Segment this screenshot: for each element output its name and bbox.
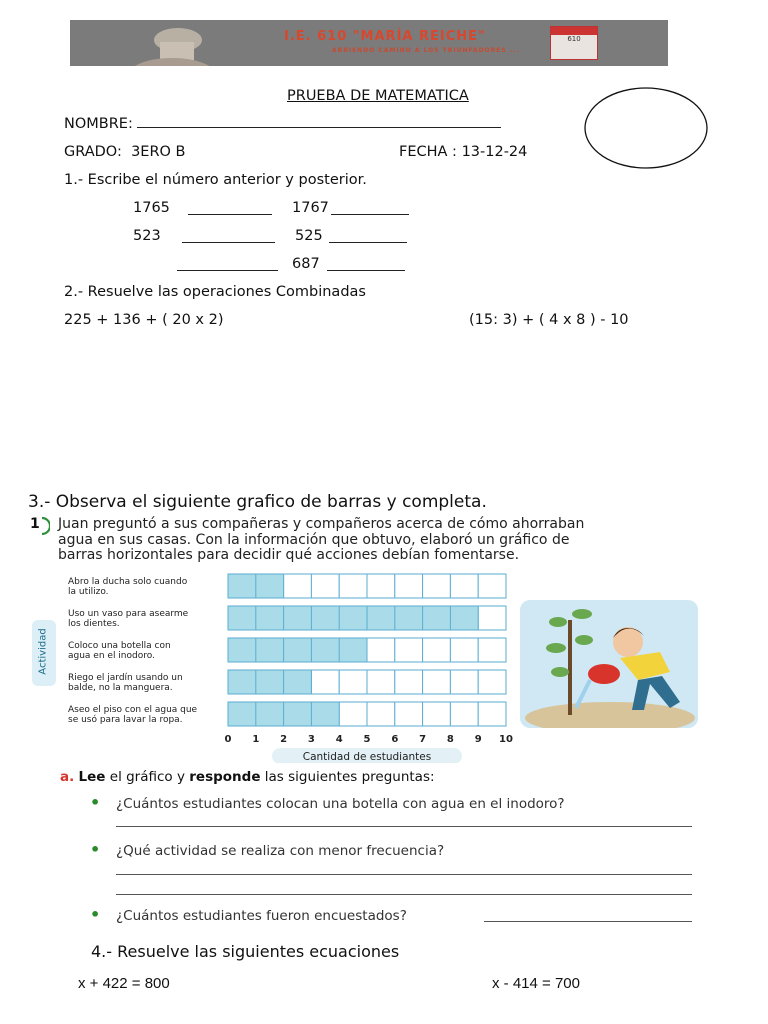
x-tick-label: 1 (252, 734, 260, 745)
x-tick-label: 4 (335, 734, 343, 745)
grid-cell (423, 670, 451, 694)
grid-cell (478, 638, 506, 662)
grid-cell (450, 670, 478, 694)
q4-prompt: 4.- Resuelve las siguientes ecuaciones (91, 942, 400, 961)
grid-cell (395, 574, 423, 598)
q1-row-1-a: 1765 (133, 200, 170, 216)
q1-row-3-b: 687 (292, 256, 320, 272)
q1-row-2-blank-before[interactable] (182, 231, 275, 243)
answer-line-1[interactable] (116, 826, 692, 827)
grid-cell (367, 702, 395, 726)
x-tick-label: 2 (280, 734, 288, 745)
category-label-2: Uso un vaso para asearme (68, 609, 189, 619)
bar-4 (228, 670, 311, 694)
boy-watering-plant-illustration (520, 600, 698, 728)
grade-value: 3ERO B (131, 144, 186, 160)
x-tick-label: 7 (419, 734, 427, 745)
founder-portrait-icon (118, 24, 228, 66)
q1-row-2-b: 525 (295, 228, 323, 244)
category-label-4: Riego el jardín usando un (68, 673, 183, 683)
grid-cell (311, 670, 339, 694)
name-blank[interactable] (137, 116, 501, 128)
grid-cell (395, 670, 423, 694)
sub-question-a-letter: a. (60, 769, 75, 785)
grid-cell (423, 574, 451, 598)
q2-prompt: 2.- Resuelve las operaciones Combinadas (64, 284, 366, 300)
question-3: ¿Cuántos estudiantes fueron encuestados? (116, 908, 407, 924)
bar-chart (60, 568, 520, 763)
category-label-3: agua en el inodoro. (68, 651, 155, 661)
question-2: ¿Qué actividad se realiza con menor frecuencia? (116, 843, 445, 859)
page-title: PRUEBA DE MATEMATICA (287, 88, 469, 104)
x-tick-label: 8 (446, 734, 454, 745)
category-label-1: Abro la ducha solo cuando (68, 577, 188, 587)
answer-line-2a[interactable] (116, 874, 692, 875)
q1-row-3-blank-before[interactable] (177, 259, 278, 271)
grid-cell (339, 702, 367, 726)
side-tab-label: Actividad (37, 628, 49, 675)
category-label-3: Coloco una botella con (68, 641, 171, 651)
banner-title: I.E. 610 "MARÍA REICHE" (284, 29, 486, 44)
x-tick-label: 3 (307, 734, 315, 745)
grid-cell (311, 574, 339, 598)
q1-row-2-blank-after[interactable] (329, 231, 407, 243)
grade-row (64, 144, 186, 160)
q1-prompt: 1.- Escribe el número anterior y posterior. (64, 172, 367, 188)
q1-row-1-blank-before[interactable] (188, 203, 272, 215)
bullet-icon: • (90, 793, 101, 812)
grid-cell (423, 638, 451, 662)
q1-row-1-blank-after[interactable] (331, 203, 409, 215)
bar-3 (228, 638, 367, 662)
photo-oval (584, 87, 708, 169)
x-tick-label: 5 (363, 734, 371, 745)
sub-question-a-respond: responde (189, 769, 261, 785)
sub-question-a-text-2: las siguientes preguntas: (260, 769, 435, 785)
activity-number: 1 (30, 516, 40, 532)
school-crest-icon (550, 26, 598, 60)
grid-cell (423, 702, 451, 726)
sub-question-a-read: Lee (78, 769, 106, 785)
x-tick-label: 0 (224, 734, 232, 745)
q2-operation-2: (15: 3) + ( 4 x 8 ) - 10 (469, 312, 629, 328)
grid-cell (395, 702, 423, 726)
grid-cell (367, 574, 395, 598)
sub-question-a-text-1: el gráfico y (105, 769, 190, 785)
grid-cell (339, 670, 367, 694)
category-label-4: balde, no la manguera. (68, 683, 173, 693)
grade-label: GRADO: (64, 144, 122, 160)
q3-prompt: 3.- Observa el siguiente grafico de barras y completa. (28, 492, 487, 512)
grid-cell (367, 638, 395, 662)
question-1: ¿Cuántos estudiantes colocan una botella con agua en el inodoro? (116, 796, 565, 812)
category-label-1: la utilizo. (68, 587, 109, 597)
grid-cell (478, 574, 506, 598)
grid-cell (478, 606, 506, 630)
x-tick-label: 9 (474, 734, 482, 745)
q1-row-1-b: 1767 (292, 200, 329, 216)
activity-text-line-2: agua en sus casas. Con la información que obtuvo, elaboró un gráfico de (58, 532, 570, 548)
category-label-5: Aseo el piso con el agua que (68, 705, 198, 715)
grid-cell (478, 670, 506, 694)
date-row (399, 144, 527, 160)
x-axis-label: Cantidad de estudiantes (302, 751, 432, 763)
answer-line-3[interactable] (484, 921, 692, 922)
grid-cell (395, 638, 423, 662)
date-value: 13-12-24 (461, 144, 528, 160)
activity-side-tab (32, 620, 56, 686)
school-banner (70, 20, 668, 66)
x-tick-label: 10 (499, 734, 513, 745)
name-label: NOMBRE: (64, 116, 138, 132)
category-label-2: los dientes. (68, 619, 120, 629)
grid-cell (284, 574, 312, 598)
activity-text-line-3: barras horizontales para decidir qué acciones debían fomentarse. (58, 547, 520, 563)
activity-text-line-1: Juan preguntó a sus compañeras y compañeros acerca de cómo ahorraban (58, 516, 585, 532)
crest-text: 610 (567, 35, 581, 43)
answer-line-2b[interactable] (116, 894, 692, 895)
bullet-icon: • (90, 905, 101, 924)
q1-row-3-blank-after[interactable] (327, 259, 405, 271)
sub-question-a (60, 769, 435, 785)
q2-operation-1: 225 + 136 + ( 20 x 2) (64, 312, 224, 328)
grid-cell (450, 638, 478, 662)
banner-subtitle: ABRIENDO CAMINO A LOS TRIUNFADORES ... (332, 47, 520, 54)
grid-cell (450, 574, 478, 598)
category-label-5: se usó para lavar la ropa. (68, 715, 183, 725)
grid-cell (367, 670, 395, 694)
x-tick-label: 6 (391, 734, 399, 745)
name-row (64, 116, 501, 132)
bullet-icon: • (90, 840, 101, 859)
grid-cell (478, 702, 506, 726)
equation-1: x + 422 = 800 (78, 975, 170, 992)
grid-cell (450, 702, 478, 726)
date-label: FECHA : (399, 144, 457, 160)
q1-row-2-a: 523 (133, 228, 161, 244)
equation-2: x - 414 = 700 (492, 975, 580, 992)
bar-2 (228, 606, 478, 630)
grid-cell (339, 574, 367, 598)
